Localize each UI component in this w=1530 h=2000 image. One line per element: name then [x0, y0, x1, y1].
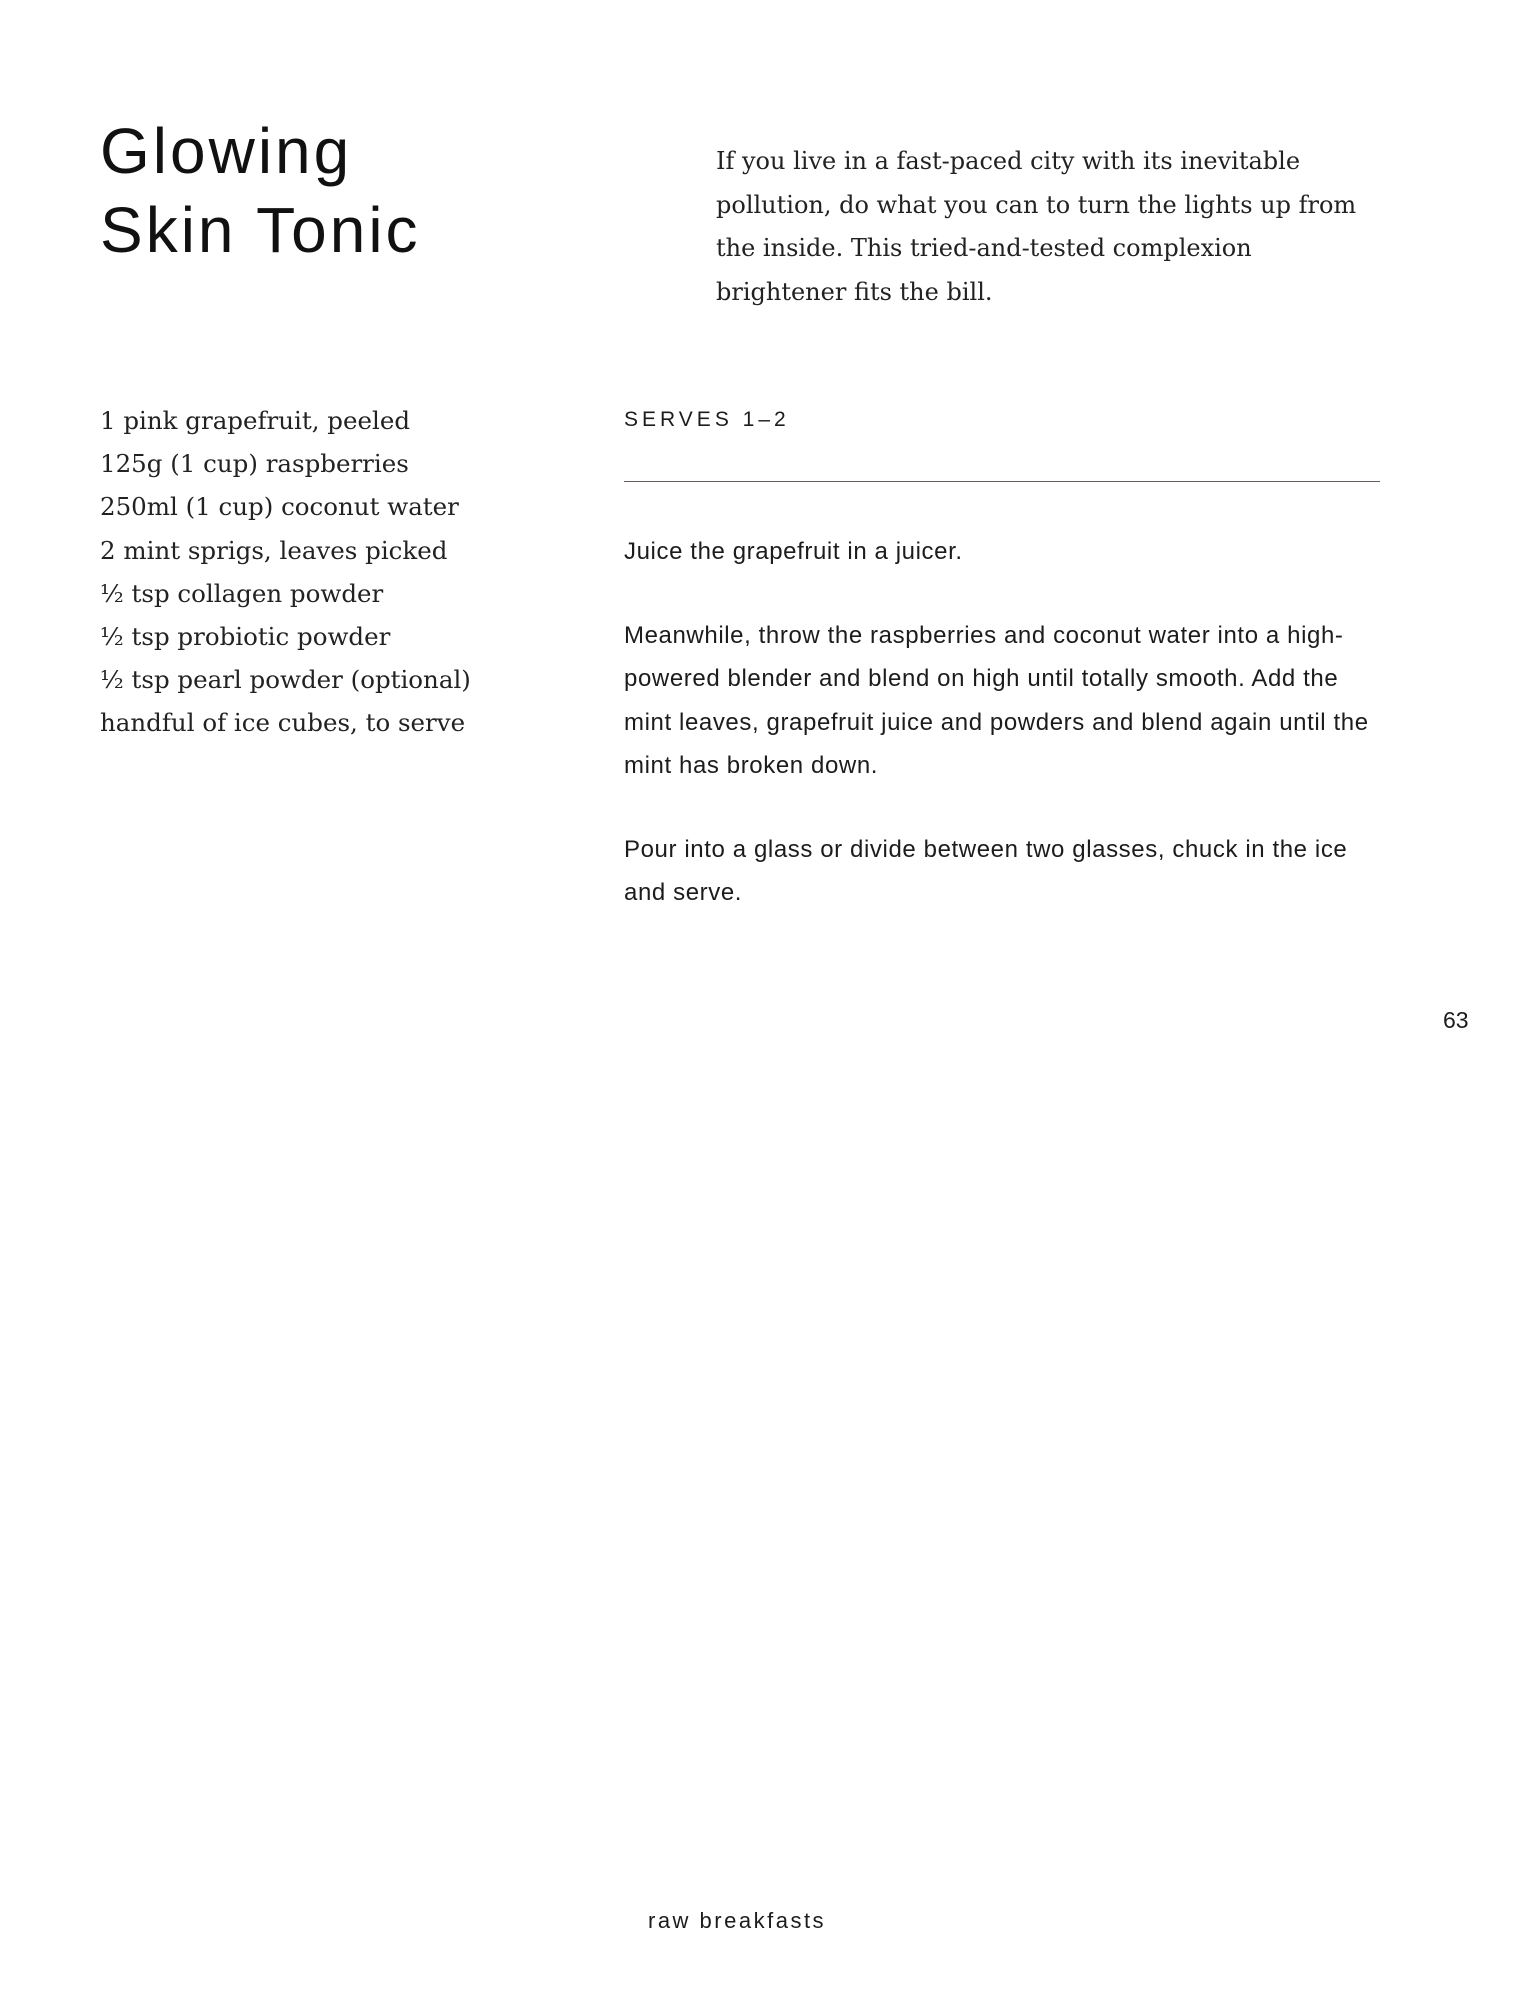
- ingredient-item: 250ml (1 cup) coconut water: [100, 492, 459, 522]
- title-line-2: Skin Tonic: [100, 194, 421, 266]
- ingredient-item: ½ tsp pearl powder (optional): [100, 665, 471, 695]
- serves-heading: SERVES 1–2: [624, 408, 790, 431]
- ingredient-item: 125g (1 cup) raspberries: [100, 449, 409, 479]
- ingredient-item: ½ tsp probiotic powder: [100, 622, 391, 652]
- section-footer: raw breakfasts: [648, 1908, 827, 1933]
- ingredients-list: [100, 399, 471, 745]
- method-step: Juice the grapefruit in a juicer.: [624, 538, 963, 565]
- method-steps: [624, 530, 1384, 955]
- method-step: Meanwhile, throw the raspberries and coconut water into a high-powered blender and blend on high until totally smooth. Add the mint leaves, grapefruit juice and powders and blend again until the mint has broken down.: [624, 622, 1369, 779]
- recipe-intro: If you live in a fast-paced city with its inevitable pollution, do what you can to turn the lights up from the inside. This tried-and-tested complexion brightener fits the bill.: [716, 147, 1357, 306]
- recipe-title: [100, 112, 421, 270]
- ingredient-item: 1 pink grapefruit, peeled: [100, 406, 411, 435]
- title-line-1: Glowing: [100, 115, 353, 187]
- ingredient-item: 2 mint sprigs, leaves picked: [100, 535, 448, 565]
- section-divider: [624, 481, 1380, 482]
- page-number: 63: [1443, 1007, 1469, 1033]
- method-step: Pour into a glass or divide between two glasses, chuck in the ice and serve.: [624, 836, 1348, 907]
- ingredient-item: ½ tsp collagen powder: [100, 578, 384, 608]
- ingredient-item: handful of ice cubes, to serve: [100, 708, 466, 738]
